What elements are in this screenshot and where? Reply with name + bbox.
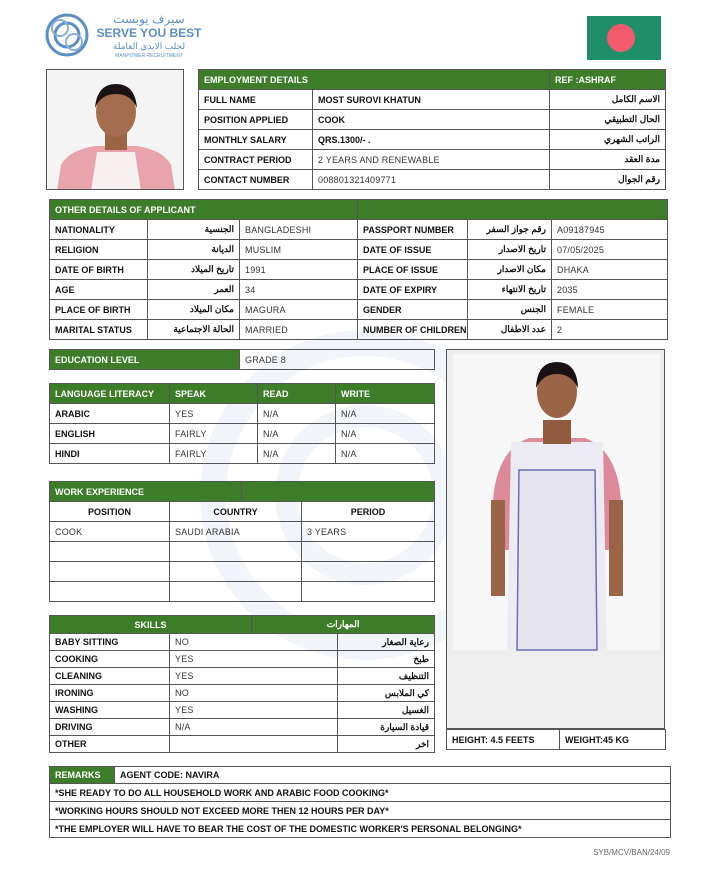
work-period-value (302, 542, 435, 562)
skill-value: NO (170, 685, 338, 702)
field-label-arabic: مدة العقد (550, 150, 666, 170)
education-level-label: EDUCATION LEVEL (50, 350, 240, 370)
work-row (50, 562, 435, 582)
skill-row (50, 719, 435, 736)
field-label: DATE OF EXPIRY (358, 280, 468, 300)
work-country-value: SAUDI ARABIA (170, 522, 302, 542)
skill-label-arabic: اخر (338, 736, 435, 753)
skill-label-arabic: كي الملابس (338, 685, 435, 702)
date-of-issue-value: 07/05/2025 (552, 240, 668, 260)
skill-label: CLEANING (50, 668, 170, 685)
full-body-image (447, 350, 665, 729)
skill-row (50, 736, 435, 753)
height-value: HEIGHT: 4.5 FEETS (447, 730, 560, 750)
contact-number-value: 008801321409771 (313, 170, 550, 190)
other-details-table (49, 199, 668, 340)
read-value: N/A (258, 424, 336, 444)
field-label: CONTRACT PERIOD (199, 150, 313, 170)
field-label-arabic: الديانة (148, 240, 240, 260)
skill-label-arabic: طبخ (338, 651, 435, 668)
field-label-arabic: تاريخ الانتهاء (468, 280, 552, 300)
full-name-value: MOST SUROVI KHATUN (313, 90, 550, 110)
field-label-arabic: رقم جواز السفر (468, 220, 552, 240)
measurements-table (446, 729, 666, 750)
details-row (50, 220, 668, 240)
field-label: NATIONALITY (50, 220, 148, 240)
marital-status-value: MARRIED (240, 320, 358, 340)
applicant-portrait-photo (46, 69, 184, 190)
nationality-value: BANGLADESHI (240, 220, 358, 240)
skill-label: WASHING (50, 702, 170, 719)
reference-code: REF :ASHRAF (550, 70, 666, 90)
work-position-value (50, 562, 170, 582)
write-value: N/A (336, 424, 435, 444)
skill-value: NO (170, 634, 338, 651)
field-label: FULL NAME (199, 90, 313, 110)
portrait-image (47, 70, 184, 190)
employment-details-title: EMPLOYMENT DETAILS (199, 70, 550, 90)
skill-label: BABY SITTING (50, 634, 170, 651)
employment-row (199, 130, 666, 150)
period-header: PERIOD (302, 502, 435, 522)
place-of-issue-value: DHAKA (552, 260, 668, 280)
skill-row (50, 668, 435, 685)
details-row (50, 240, 668, 260)
age-value: 34 (240, 280, 358, 300)
field-label-arabic: العمر (148, 280, 240, 300)
company-logo (44, 12, 204, 64)
remark-line: *WORKING HOURS SHOULD NOT EXCEED MORE THEN 12 HOURS PER DAY* (50, 802, 671, 820)
work-position-value (50, 582, 170, 602)
logo-arabic-sub: لجلب الايدي العاملة (112, 41, 186, 51)
flag-disc (607, 24, 635, 52)
employment-row (199, 110, 666, 130)
work-experience-title: WORK EXPERIENCE (50, 482, 242, 502)
work-country-value (170, 542, 302, 562)
remark-line: *SHE READY TO DO ALL HOUSEHOLD WORK AND ARABIC FOOD COOKING* (50, 784, 671, 802)
field-label: POSITION APPLIED (199, 110, 313, 130)
field-label-arabic: عدد الاطفال (468, 320, 552, 340)
speak-value: YES (170, 404, 258, 424)
field-label: CONTACT NUMBER (199, 170, 313, 190)
speak-header: SPEAK (170, 384, 258, 404)
write-header: WRITE (336, 384, 435, 404)
field-label-arabic: رقم الجوال (550, 170, 666, 190)
date-of-expiry-value: 2035 (552, 280, 668, 300)
remark-line: *THE EMPLOYER WILL HAVE TO BEAR THE COST OF THE DOMESTIC WORKER'S PERSONAL BELONGING* (50, 820, 671, 838)
field-label-arabic: مكان الميلاد (148, 300, 240, 320)
work-country-value (170, 562, 302, 582)
logo-name: SERVE YOU BEST (96, 26, 202, 40)
field-label-arabic: تاريخ الميلاد (148, 260, 240, 280)
field-label: PLACE OF BIRTH (50, 300, 148, 320)
agent-code: AGENT CODE: NAVIRA (115, 767, 671, 784)
field-label: MONTHLY SALARY (199, 130, 313, 150)
work-period-value (302, 562, 435, 582)
write-value: N/A (336, 444, 435, 464)
language-literacy-table (49, 383, 435, 464)
remarks-table (49, 766, 671, 838)
speak-value: FAIRLY (170, 444, 258, 464)
field-label-arabic: الحال التطبيقي (550, 110, 666, 130)
language-name: HINDI (50, 444, 170, 464)
education-level-value: GRADE 8 (240, 350, 435, 370)
skill-value: N/A (170, 719, 338, 736)
field-label-arabic: الجنسية (148, 220, 240, 240)
field-label: DATE OF BIRTH (50, 260, 148, 280)
work-row (50, 522, 435, 542)
field-label: GENDER (358, 300, 468, 320)
language-row (50, 404, 435, 424)
employment-row (199, 170, 666, 190)
skill-value: YES (170, 702, 338, 719)
place-of-birth-value: MAGURA (240, 300, 358, 320)
skills-title-arabic: المهارات (252, 616, 435, 634)
contract-period-value: 2 YEARS AND RENEWABLE (313, 150, 550, 170)
skills-table (49, 615, 435, 753)
language-row (50, 424, 435, 444)
bangladesh-flag (587, 16, 661, 60)
work-country-value (170, 582, 302, 602)
logo-emblem-icon (44, 12, 90, 58)
number-of-children-value: 2 (552, 320, 668, 340)
work-row (50, 582, 435, 602)
details-row (50, 280, 668, 300)
passport-number-value: A09187945 (552, 220, 668, 240)
skill-label-arabic: التنظيف (338, 668, 435, 685)
skill-label: IRONING (50, 685, 170, 702)
religion-value: MUSLIM (240, 240, 358, 260)
logo-sub: MANPOWER RECRUITMENT (115, 53, 183, 59)
skill-label: DRIVING (50, 719, 170, 736)
skill-row (50, 634, 435, 651)
skill-row (50, 702, 435, 719)
details-row (50, 260, 668, 280)
language-header: LANGUAGE LITERACY (50, 384, 170, 404)
education-table (49, 349, 435, 370)
work-position-value (50, 542, 170, 562)
skill-value: YES (170, 651, 338, 668)
country-header: COUNTRY (170, 502, 302, 522)
field-label-arabic: مكان الاصدار (468, 260, 552, 280)
work-period-value (302, 582, 435, 602)
other-details-title: OTHER DETAILS OF APPLICANT (50, 200, 358, 220)
work-experience-title-spacer (242, 482, 435, 502)
speak-value: FAIRLY (170, 424, 258, 444)
field-label-arabic: الاسم الكامل (550, 90, 666, 110)
applicant-full-body-photo (446, 349, 665, 729)
language-name: ENGLISH (50, 424, 170, 444)
skill-label-arabic: رعاية الصغار (338, 634, 435, 651)
skill-label-arabic: الغسيل (338, 702, 435, 719)
language-row (50, 444, 435, 464)
position-applied-value: COOK (313, 110, 550, 130)
skill-label-arabic: قيادة السيارة (338, 719, 435, 736)
skill-label: OTHER (50, 736, 170, 753)
position-header: POSITION (50, 502, 170, 522)
skills-title: SKILLS (50, 616, 252, 634)
read-value: N/A (258, 404, 336, 424)
read-value: N/A (258, 444, 336, 464)
language-name: ARABIC (50, 404, 170, 424)
field-label: MARITAL STATUS (50, 320, 148, 340)
logo-arabic-text: سيرف يوبست (113, 12, 185, 26)
write-value: N/A (336, 404, 435, 424)
employment-row (199, 90, 666, 110)
field-label: PASSPORT NUMBER (358, 220, 468, 240)
field-label-arabic: الراتب الشهري (550, 130, 666, 150)
field-label-arabic: الجنس (468, 300, 552, 320)
skill-value (170, 736, 338, 753)
employment-details-table (198, 69, 666, 190)
skill-row (50, 685, 435, 702)
date-of-birth-value: 1991 (240, 260, 358, 280)
other-details-title-spacer (358, 200, 668, 220)
weight-value: WEIGHT:45 KG (560, 730, 666, 750)
employment-row (199, 150, 666, 170)
details-row (50, 320, 668, 340)
skill-label: COOKING (50, 651, 170, 668)
field-label: DATE OF ISSUE (358, 240, 468, 260)
field-label: RELIGION (50, 240, 148, 260)
work-row (50, 542, 435, 562)
field-label-arabic: الحالة الاجتماعية (148, 320, 240, 340)
field-label: AGE (50, 280, 148, 300)
field-label-arabic: تاريخ الاصدار (468, 240, 552, 260)
gender-value: FEMALE (552, 300, 668, 320)
remarks-title: REMARKS (50, 767, 115, 784)
skill-row (50, 651, 435, 668)
work-experience-table (49, 481, 435, 602)
read-header: READ (258, 384, 336, 404)
monthly-salary-value: QRS.1300/- . (313, 130, 550, 150)
field-label: NUMBER OF CHILDREN (358, 320, 468, 340)
field-label: PLACE OF ISSUE (358, 260, 468, 280)
document-code: SYB/MCV/BAN/24/09 (593, 848, 670, 857)
details-row (50, 300, 668, 320)
work-position-value: COOK (50, 522, 170, 542)
work-period-value: 3 YEARS (302, 522, 435, 542)
skill-value: YES (170, 668, 338, 685)
